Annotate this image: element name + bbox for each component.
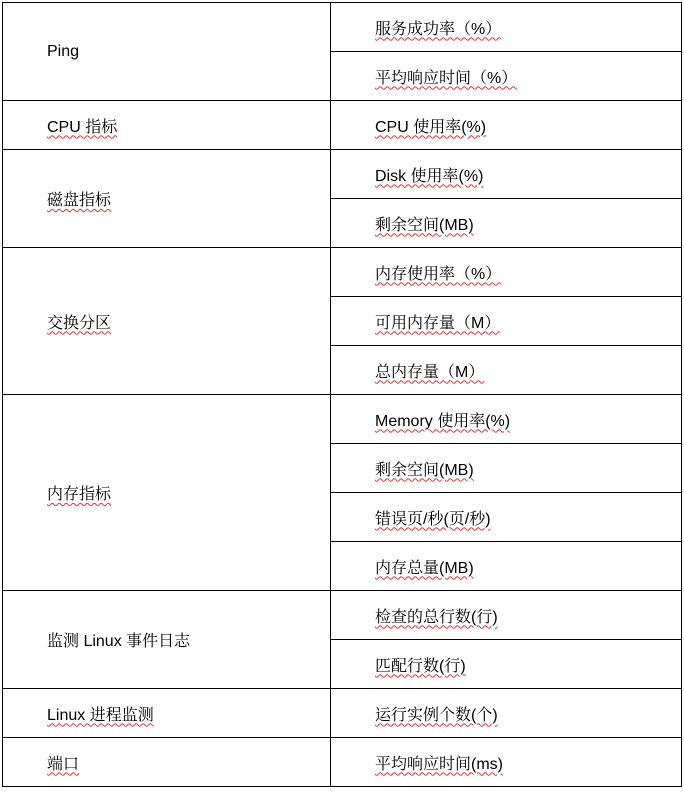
- metric-label: 剩余空间(MB): [375, 461, 474, 479]
- metric-cell: [331, 248, 682, 297]
- category-cell: [3, 150, 331, 248]
- category-cell: [3, 248, 331, 395]
- metric-label: 运行实例个数(个): [375, 706, 498, 724]
- category-label: Linux 进程监测: [47, 706, 154, 724]
- metric-cell: [331, 150, 682, 199]
- metrics-table: [2, 2, 682, 787]
- metric-cell: [331, 444, 682, 493]
- category-cell: [3, 689, 331, 738]
- metric-cell: [331, 689, 682, 738]
- category-cell: [3, 395, 331, 591]
- metric-cell: [331, 52, 682, 101]
- category-cell: [3, 591, 331, 689]
- category-label: 端口: [47, 755, 80, 773]
- metric-cell: [331, 101, 682, 150]
- metric-label: 匹配行数(行): [375, 657, 466, 675]
- table-row: [3, 395, 682, 444]
- table-row: [3, 101, 682, 150]
- metric-label: 可用内存量（M）: [375, 314, 501, 332]
- category-cell: [3, 738, 331, 787]
- metric-cell: [331, 395, 682, 444]
- metric-cell: [331, 199, 682, 248]
- category-label: 交换分区: [47, 314, 112, 332]
- metric-cell: [331, 346, 682, 395]
- metric-cell: [331, 640, 682, 689]
- metric-label: 平均响应时间（%）: [375, 69, 518, 87]
- table-row: [3, 689, 682, 738]
- category-label: 监测 Linux 事件日志: [47, 633, 191, 650]
- metric-label: 内存总量(MB): [375, 559, 474, 577]
- metric-label: CPU 使用率(%): [375, 118, 487, 136]
- metric-label: Memory 使用率(%): [375, 412, 511, 430]
- table-row: [3, 738, 682, 787]
- table-row: [3, 150, 682, 199]
- category-label: 磁盘指标: [47, 192, 112, 209]
- category-cell: [3, 101, 331, 150]
- table-row: [3, 248, 682, 297]
- category-cell: [3, 3, 331, 101]
- category-label: Ping: [47, 42, 80, 60]
- metric-label: 内存使用率（%）: [375, 265, 502, 283]
- metric-cell: [331, 542, 682, 591]
- metric-label: 服务成功率（%）: [375, 20, 502, 38]
- metric-cell: [331, 738, 682, 787]
- metric-cell: [331, 297, 682, 346]
- category-label: 内存指标: [47, 486, 112, 503]
- metric-cell: [331, 591, 682, 640]
- metric-label: 平均响应时间(ms): [375, 755, 503, 773]
- metric-cell: [331, 3, 682, 52]
- table-row: [3, 3, 682, 52]
- metric-cell: [331, 493, 682, 542]
- metric-label: 剩余空间(MB): [375, 216, 474, 234]
- table-row: [3, 591, 682, 640]
- metric-label: 总内存量（M）: [375, 363, 485, 381]
- category-label: CPU 指标: [47, 118, 118, 136]
- metric-label: 检查的总行数(行): [375, 608, 498, 626]
- metric-label: Disk 使用率(%): [375, 167, 484, 185]
- metric-label: 错误页/秒(页/秒): [375, 510, 491, 528]
